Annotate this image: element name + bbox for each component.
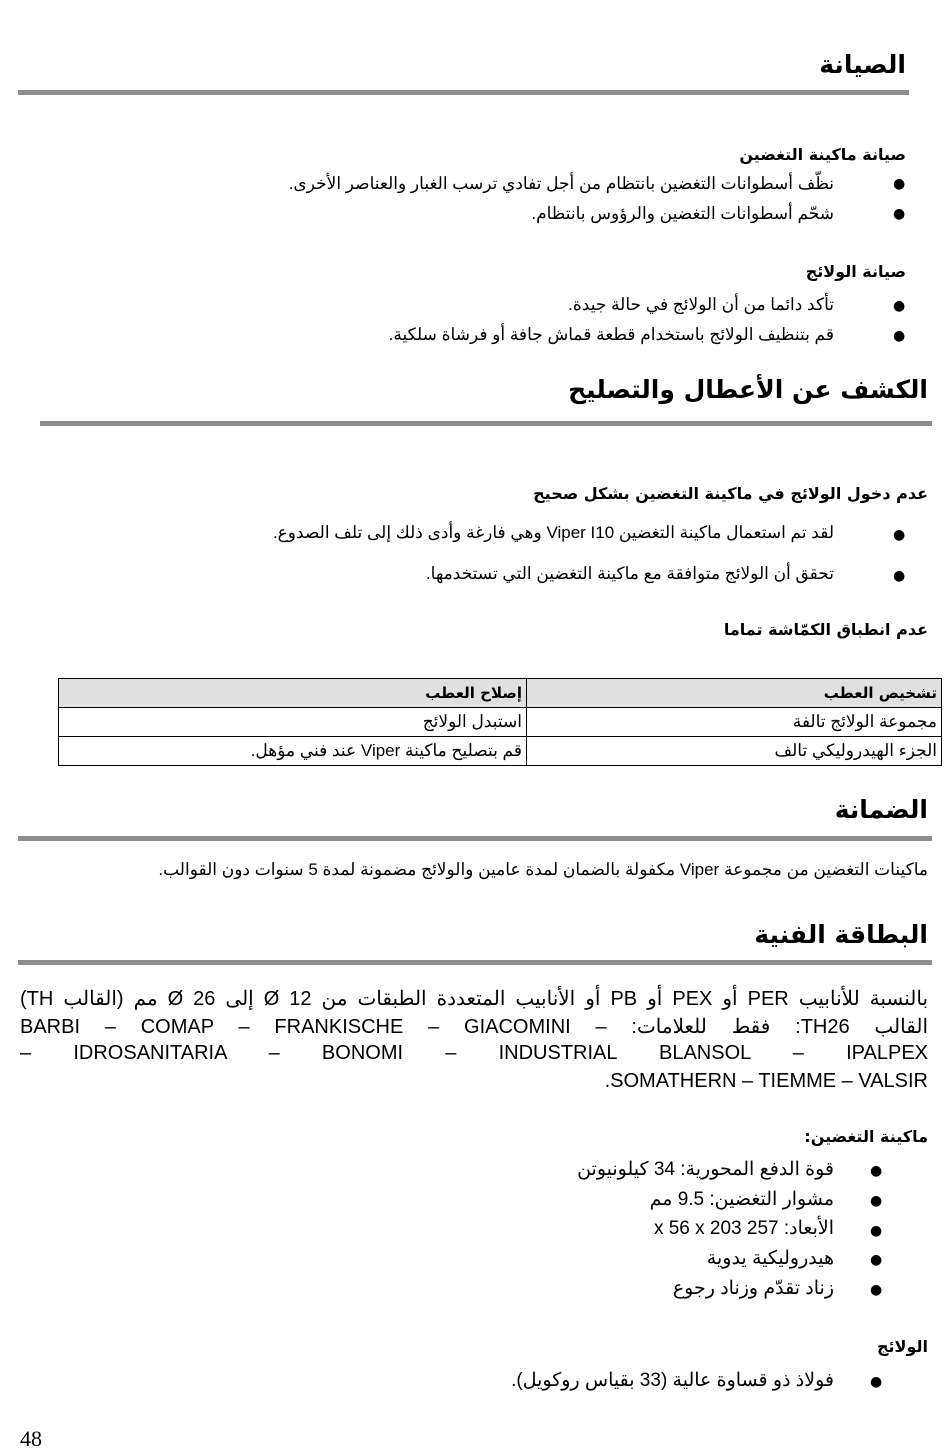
bullet-icon: ● [870,1374,883,1390]
table-header: تشخيص العطب [527,679,942,708]
machine-heading: ماكينة التغضين: [804,1127,928,1146]
warranty-title: الضمانة [834,795,928,824]
list-item: نظّف أسطوانات التغضين بانتظام من أجل تفادي ترسب الغبار والعناصر الأخرى. [288,174,834,193]
list-item: مشوار التغضين: 9.5 مم [649,1189,834,1210]
maintenance-title: الصيانة [819,50,906,79]
specs-intro-line: القالب TH26: فقط للعلامات: – BARBI – COMAP – FRANKISCHE – GIACOMINI [20,1016,928,1038]
jaws-heading: الولائج [877,1337,928,1356]
bullet-icon: ● [870,1193,883,1209]
page-number: 48 [20,1426,42,1451]
bullet-icon: ● [870,1252,883,1268]
problem-heading: عدم دخول الولائج في ماكينة التغضين بشكل صحيح [533,484,928,503]
table-cell: الجزء الهيدروليكي تالف [527,737,942,766]
bullet-icon: ● [893,568,906,584]
list-item: زناد تقدّم وزناد رجوع [672,1278,834,1299]
specs-title: البطاقة الفنية [754,920,928,949]
specs-intro-line: IDROSANITARIA – BONOMI – INDUSTRIAL BLANSOL – IPALPEX – [20,1042,928,1064]
bullet-icon: ● [870,1282,883,1298]
bullet-icon: ● [893,328,906,344]
warranty-text: ماكينات التغضين من مجموعة Viper مكفولة بالضمان لمدة عامين والولائج مضمونة لمدة 5 سنوات دون القوالب. [158,860,928,879]
troubleshooting-title: الكشف عن الأعطال والتصليح [568,375,928,404]
table-header: إصلاح العطب [59,679,527,708]
list-item: لقد تم استعمال ماكينة التغضين Viper I10 وهي فارغة وأدى ذلك إلى تلف الصدوع. [272,523,834,542]
bullet-icon: ● [893,527,906,543]
table-cell: قم بتصليح ماكينة Viper عند فني مؤهل. [59,737,527,766]
title-divider [18,836,932,841]
table-row [59,708,942,737]
list-item: فولاذ ذو قساوة عالية (33 بقياس روكويل). [511,1370,834,1391]
list-item: هيدروليكية يدوية [706,1248,834,1269]
list-item: شحّم أسطوانات التغضين والرؤوس بانتظام. [531,204,834,223]
table-cell: استبدل الولائج [59,708,527,737]
bullet-icon: ● [893,176,906,192]
bullet-icon: ● [870,1223,883,1239]
list-item: قم بتنظيف الولائج باستخدام قطعة قماش جافة أو فرشاة سلكية. [388,325,834,344]
specs-intro-line: SOMATHERN – TIEMME – VALSIR. [604,1070,928,1092]
bullet-icon: ● [870,1163,883,1179]
bullet-icon: ● [893,206,906,222]
table-row [59,737,942,766]
list-item: تحقق أن الولائج متوافقة مع ماكينة التغضين التي تستخدمها. [425,564,834,583]
title-divider [18,960,932,965]
title-divider [18,90,909,95]
jaws-maintenance-heading: صيانة الولائج [805,262,906,281]
specs-intro-line: بالنسبة للأنابيب PER أو PEX أو PB أو الأنابيب المتعددة الطبقات من Ø 12 إلى Ø 26 مم (القالب TH) [20,988,929,1010]
bullet-icon: ● [893,298,906,314]
list-item: الأبعاد: 257 x 56 x 203 [653,1218,834,1239]
table-cell: مجموعة الولائج تالفة [527,708,942,737]
troubleshooting-table [58,678,942,766]
crimper-maintenance-heading: صيانة ماكينة التغضين [739,145,906,164]
list-item: قوة الدفع المحورية: 34 كيلونيوتن [577,1159,834,1180]
list-item: تأكد دائما من أن الولائج في حالة جيدة. [568,295,834,314]
title-divider [40,421,932,426]
problem-heading: عدم انطباق الكمّاشة تماما [723,620,928,639]
